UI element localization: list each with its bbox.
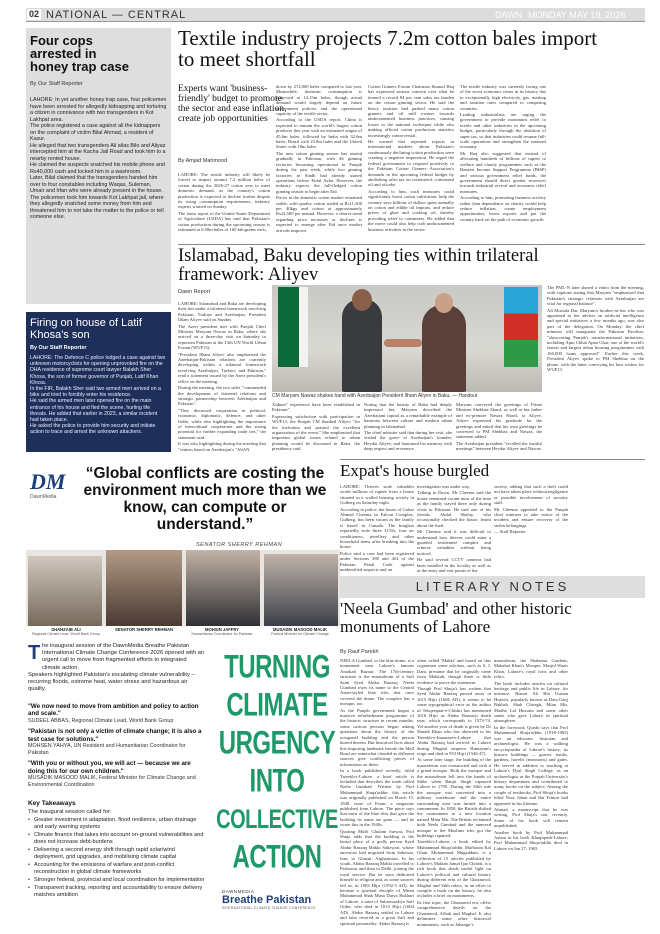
paragraph: The police registered a case against all the kidnappers on the complaint of victim Bilal Ahmad, a resident of Kasur. [30,123,161,142]
masthead [26,8,645,22]
takeaway-text: Delivering a second energy shift through rapid solar/wind deployment, grid upgrades, and mobilising climate capital [34,847,177,860]
speaker-labels [26,627,340,639]
story-cops [26,28,171,304]
textile-body-col2 [276,84,362,236]
speaker-label [184,627,260,636]
paragraph: Quoting Mufti Ghulam Sarwar, Prof Shuja adds that the building is the burial place of a godly person Syed Abdur Razzaq Makki Sabzwari, whose ancestors had migrated from Sabzwar, Iran, to Ghazni, Afghanistan. In his youth, Abdur Razzaq Makki travelled to Peshawar and then to Delhi, joining the royal service. But he soon dedicated himself to religion and, as some sources tell us, in 1003 Hijri (1592-3 AD), he became a spiritual disciple of Miran Muhammad Shah Musa Darya Bukhari of Lahore, a saint of Suharwardiya Sufi Order, who died in 1013 Hijri (1604 AD). Abdur Razzaq settled in Lahore and later revered as a great Sufi and spiritual personality. Abdur Razzaq is [340,828,414,926]
dawnmedia-logo-mark: DM [30,469,66,494]
paragraph-continued: Noting that the beauty of Baku had deeply impressed her, Maryam described the Azerbaijani capital as a remarkable example of harmony between culture and modern urban planning in Islamabad. [364,402,452,429]
speaker-label [28,627,104,636]
ad-quotes [28,699,206,789]
paragraph-continued: Xidmet" experience have been established in Pakistan". [272,402,360,413]
ad-quote-item: "With you or without you, we will act — because we are doing this for our own children." [28,760,191,775]
paragraph: According to the USDA report, China is expected to remain the world's largest cotton producer this year with an estimated output of 45.6m bales, followed by India with 32.6m bales, Brazil with 23.8m bales and the United States with 18m bales. [276,117,362,150]
takeaway-text: Greater investment in adaptation, flood resilience, urban drainage and early warning systems [34,817,197,830]
story-baku [178,244,645,454]
baku-caption: CM Maryam Nawaz shakes hand with Azerbaijan President Ilham Aliyev in Baku. — Handout [272,393,478,399]
bullet-icon: • [28,817,30,823]
speaker-label [106,627,182,632]
textile-body-col4 [460,84,546,236]
baku-photo [272,285,542,392]
speaker-photo [28,556,102,626]
story-textile [178,28,645,238]
paragraph: Talking to Dawn, Mr Cheema said the house remained vacant most of the time as the family stayed there only during visits to Pakistan. He said one of his friends, Abdul Shafay, who occasionally checked the house, learnt about the theft. [417,490,491,528]
paragraph-continued: Cotton Ginners Forum Chairman Ihsanul Haq has expressed serious concern over what he termed a record 84 per cent sales tax burden on the cotton ginning sector. He said the heavy taxation had pushed many cotton ginners and oil mill owners towards undocumented business practices, causing losses to the national exchequer while also making official cotton production statistics increasingly controversial. [368,84,454,138]
paper-name: DAWN [495,10,523,20]
textile-deck: Experts want 'business-friendly' budget to promote the sector and ease inflation, create job opportunities [178,84,287,124]
cops-byline: By Our Staff Reporter [30,81,83,87]
speaker-role: Regional Climate Lead, World Bank Group [32,632,100,636]
takeaway-text: Transparent tracking, reporting and accountability to ensure delivery matches ambition [34,885,203,898]
speaker-photo [106,550,182,626]
paragraph: Ali Mustafa Dar, Maryam's brother-in-law who was appointed as her adviser on artificial intelligence and special initiatives a few months ago, was also part of the delegation. On Monday, the chief minister will inaugurate the Pakistan Pavilion, "showcasing Punjab's transformational initiatives, including Apni Chhat Apna Ghar, one of the world's fastest and largest urban housing programmes with 160,000 loans approved". Earlier this week, President Aliyev spoke to PM Shehbaz on the phone, with the latter conveying his best wishes for WUF13. [547,307,644,373]
ad-quote: “Global conflicts are costing the environment much more than we know, can compute or understand.” [83,465,327,533]
breathe-pakistan-logo [222,889,336,919]
literary-banner [340,576,645,598]
story-firing-box [26,312,171,452]
speaker-role: Humanitarian Coordinator for Pakistan [191,632,253,636]
paragraph: Mr Cheema said it was difficult to understand how thieves could enter a guarded residential complex and remove valuables without being noticed. [417,529,491,556]
takeaway-text: Climate finance that takes into account on-ground vulnerabilities and does not increase debt-burdens [34,832,204,845]
paragraph: LAHORE: Islamabad and Baku are developing their ties under a trilateral framework involving Pakistan, Turkiye and Azerbaijan, President Ilham Aliyev said on Sunday. [178,301,266,323]
paragraph: At some later stage, the building of the mausoleum was constructed and with it a grand mosque. Both the mosque and the mausoleum fell into the hands of Sikhs when Ranjit Singh captured Lahore in 1799. During the Sikh rule the mosque was converted into a military warehouse and the entire surrounding area was turned into a cantonment. In 1850, the British shifted the cantonment to a new location named Mian Mir. The British reclaimed both Neela Gumbad and the annexed mosque to the Muslims who got the buildings repaired. [417,757,491,838]
paragraph-continued: often called 'Makki' and based on this cognomen some scholars, such as S. I. Dani, presume that he originally came from Makkah, though there is little evidence to prove the statement. [417,658,491,685]
paragraph: He asked the police to provide him security and initiate action to trace and arrest the unknown attackers. [30,423,156,436]
literary-body-col1 [340,658,414,930]
takeaway-item [28,877,206,884]
bp-brand: Breathe Pakistan [222,894,312,906]
paragraph: NEELA Gumbad, or the blue dome, is a monument near Lahore's famous Anarkali Bazaar. The 17th-century structure is the mausoleum of a Sufi Saint Syed Abdur Razzaq. Neela Gumbad owes its name to the Central Asian-styled blue tiles that once covered the dome. The complex has a mosque, too. [340,658,414,707]
paragraph: Leading industrialists are urging the government to provide maximum relief to textile and other industries in the upcoming budget, particularly through the abolition of super tax, so that industries could resume full-scale operations and strengthen the national economy. [460,112,546,150]
speaker-name: MUSADIK MASOOD MALIK [273,627,327,632]
literary-body-col2 [417,658,491,930]
textile-byline: By Amjad Mahmood [178,158,228,164]
flag-right [504,287,538,367]
paragraph: During the meeting, the two sides "commended the development of fraternal relations and strategic partnership between Azerbaijan and Pakistan". [178,385,266,407]
bullet-icon: • [28,877,30,883]
paragraph: It was also highlighting during the meeting that "centres based on Azerbaijan's "ASAN [178,441,266,452]
ad-intro-dropcap: T [28,642,41,664]
ad-intro-2: Speakers highlighted Pakistan's escalating climate vulnerability – recurring floods, extreme heat, water stress and hazardous air quality. [28,672,195,693]
burgled-body-col3 [494,484,568,574]
slogan-line: URGENCY [218,725,336,762]
paragraph: LAHORE: The textile industry will likely be forced to import around 7.2 million bales of cotton during the 2026-27 cotton year to meet domestic demand, as the country's cotton production is expected to decline further despite its rising consumption requirements, industry experts warned on Sunday. [178,172,270,210]
paragraph: The chief minister said that during her visit, she visited the grave of Azerbaijan's founder, Heydar Aliyev, and honoured his memory with deep respect and reverence. [364,430,452,452]
paragraph: The policemen took him towards Kot Lakhpat jail, where they allegedly snatched some money from him and threatened him to not take the matter to the police or tell someone else. [30,194,164,220]
paragraph: Another book by Prof Muhammad Aslam in his book Khaqiqatsh-Lahore, Prof Muhammad Shuja'uddin died in Lahore on Jan 27, 1965. [494,829,568,851]
speaker-photo [186,550,260,626]
paragraph: Prices in the domestic cotton market remained stable, with quality cotton traded at Rs11,500 per 40kgs and cotton at approximately Rs22,500 per maund. However, a clearer trend regarding price increases or declines is expected to emerge after Eid once market arrivals improve. [276,195,362,233]
cops-body [30,97,167,297]
paragraph: Expressing satisfaction with participation in WUF13, the Punjab CM thanked Aliyev "for the invitation and praised the excellent organisation of the event." She emphasised that important global issues related to urban planning would be discussed in Baku, the presidency said. [272,413,360,452]
baku-byline: Dawn Report [178,289,211,295]
handshake [384,339,422,347]
paragraph: As the Punjab government began a massive refurbishment programme of the historic structure in recent months, some curious persons began asking questions about the history of the octagonal building and the person buried therein. But historical facts about this imposing landmark beside the Mall Road are somewhat clouded as different sources give conflicting pieces of information on them. [340,707,414,767]
literary-body-col3 [494,658,568,930]
baku-body-col1 [178,301,266,453]
ad-quote-speaker: SUDEEL ABBAS, Regional Climate Lead, World Bank Group [28,717,174,724]
baku-body-col4 [456,402,542,453]
ad-quote-speaker: MUSADIK MASOOD MALIK, Federal Minister for Climate Change and Environmental Coordination [28,775,196,788]
paragraph: Later, Bilal claimed that the transgenders handed him over to four constables including Waqas, Suleman, Umair and Irfan who were already present in the house. [30,175,163,194]
bullet-icon: • [28,832,30,838]
baku-body-col5 [547,285,644,453]
paragraph-continued: investigation was under way. [417,484,471,489]
speaker-photos [26,550,340,626]
takeaway-item [28,817,206,831]
literary-body-col4 [571,658,645,930]
speaker-name: SENATOR SHERRY REHMAN [114,627,173,632]
takeaway-text: Accounting for the emissions of warfare and post-conflict reconstruction in global climate frameworks [34,862,175,875]
section-title: NATIONAL — CENTRAL [46,9,187,21]
firing-body [30,355,167,443]
takeaways-subtitle: The inaugural session called for: [28,809,112,815]
paragraph: The book includes articles on cultural heritage and public life in Lahore, for instance, Hazrat Ali Bin Usman Hujwiri, popularly known as Data Ganj Bakhsh, Shah Chiragh, Mian Mir, Madho Lal Hussain and some other saints who gave Lahore its spiritual atmosphere. [494,680,568,724]
speaker-photo [264,554,338,626]
literary-headline: 'Neela Gumbad' and other historic monuments of Lahore [340,599,572,636]
ad-quote-speaker: MOHSEN YAHYA, UN Resident and Humanitarian Coordinator for Pakistan [28,743,186,756]
climate-ad [26,459,340,927]
textile-body-col5 [552,84,644,236]
bp-subtitle: INTERNATIONAL CLIMATE CHANGE CONFERENCE [222,906,316,910]
paragraph: LAHORE: The Defence C police lodged a case against two unknown motorcyclists for opening unprovoked fire on the DHA residence of supreme court lawyer Balakh Sher Khosa, the son of former governor of Punjab, Latif Khan Khosa. [30,355,166,386]
paragraph: He said the armed men later opened fire on the main entrance of his house and fled the scene, hurling life threats. He added that earlier in 2023, a similar incident had taken place. [30,398,158,424]
paragraph: He warned that repeated reports in international markets about Pakistan's continuously declining cotton production were creating a negative impression. He urged the federal government to respond positively to the Pakistan Cotton Ginners Association's demands in the upcoming federal budget by abolishing sales tax on cottonseed, cottonseed oil and oilcake. [368,139,454,188]
takeaway-item [28,832,206,846]
speaker-name: MOHSIN JAFFRY [204,627,240,632]
paragraph-continued: down by 272,000 bales compared to last year. Meanwhile, domestic consumption is projected at 14.15m bales, though actual demand would largely depend on future government policies and the operational capacity of the textile sector. [276,84,362,117]
speaker-label [262,627,338,636]
person-left-head [352,289,372,311]
takeaway-item [28,847,206,861]
person-left [342,299,382,392]
speaker-name: SHAHZAIB ALI [51,627,81,632]
bullet-icon: • [28,885,30,891]
burgled-body-col2 [417,484,491,574]
paragraph: He claimed the suspects snatched his mobile phone and Rs40,000 cash and locked him in a washroom. [30,162,165,175]
takeaways-list [28,817,206,927]
burgled-body-col1 [340,484,414,574]
paragraph: Its first topic, the Ghaznavid era, offers comprehensive details on the Ghaznavid, Afbak and Mughal. It also delineates some other historical monuments, such as Jahangir's [417,899,491,927]
speaker-role: Federal Minister for Climate Change [271,632,329,636]
paragraph: Police said a case had been registered under Sections 380 and 454 of the Pakistan Penal Code against unidentified suspects and an [340,550,414,573]
story-burgled [340,459,645,573]
paragraph: The Azeri president met with Punjab Chief Minister Maryam Nawaz in Baku, where she arrived on a three-day visit on Saturday to represent Pakistan at the 13th UN World Urban Forum (WUF13). [178,323,266,351]
textile-body-col3 [368,84,454,236]
literary-byline: By Rauf Parekh [340,649,379,655]
paragraph: The new cotton ginning season has started gradually in Pakistan, with 46 ginning factories becoming operational in Punjab during the past week, while two ginning factories in Sindh had already started operations before Eidul Azha. However, the industry expects the full-fledged cotton ginning season to begin after Eid. [276,150,362,194]
story-literary [340,600,645,930]
literary-banner-title: LITERARY NOTES [415,579,570,594]
bullet-icon: • [28,862,30,868]
paragraph: "President Ilham Aliyev also emphasised the Azerbaijan-Pakistan relations are currently developing within a trilateral framework involving Azerbaijan, Türkiye, and Pakistan," read a statement issued by the Azeri president's office on the meeting. [178,351,266,384]
paragraph: He said several CCTV cameras had been installed in the locality as well as at the entry and exit points of the [417,557,491,574]
slogan-line: TURNING [224,649,330,686]
paragraph: In a book published recently, titled Tareekh-i-Lahore, a brief article is included that describes the tomb called Neela Gumbad. Written by Prof Muhammad Shuja'uddin, this article was originally published on March 15, 1948, issue of Faran, a magazine published from Lahore. The piece says that most of the blue tiles that gave the building its name are gone — and he wrote this in the 1940s. [340,768,414,828]
paragraph-continued: mausoleum, the Shalamar Gardens, Mahabat Khan's Mosque, Masjid Wazir Khan, Lahore's royal forts and other relics. [494,658,568,680]
paragraph: — Staff Reporter [494,529,526,535]
takeaways-title: Key Takeaways [28,800,76,807]
slogan-line: ACTION [232,839,322,876]
textile-headline: Textile industry projects 7.2m cotton bales import to meet shortfall [178,26,598,71]
slogan-line: COLLECTIVE [216,805,338,835]
paragraph-continued: Maryam conveyed the greetings of Prime Minister Shehbaz Sharif, as well as her father and ex-premier Nawaz Sharif, to Aliyev. Aliyev expressed his gratitude for the greetings and asked that his own greetings be conveyed to PM Shehbaz and Nawaz, the statement added. [456,402,542,440]
paragraph: According to police, the house of Gohar Ahmad Cheema in Falcon Complex, Gulberg, has been vacant as the family is based in Canada. The burglars reportedly stole three LCDs, four air conditioners, jewellery and other household items after breaking into the house. [340,506,414,550]
bp-brand-small: DAWNMEDIA [222,889,255,894]
paragraph: The Azerbaijan president "recalled the fruitful meetings" between Heydar Aliyev and Nawaz. [456,440,542,452]
slogan [216,649,338,877]
ad-quote-attribution: SENATOR SHERRY REHMAN [196,542,283,548]
paragraph: Mr Cheema appealed to the Punjab chief minister to take notice of the incident and ensure recovery of the stolen belongings. [494,506,568,528]
takeaway-text: Stronger federal, provincial and local coordination for implementation [34,877,205,883]
person-right [422,305,466,392]
ad-quote-item: "We now need to move from ambition and policy to action and scale." [28,703,199,718]
paragraph: In the FIR, Balakh Sher said two armed men arrived on a bike and tried to forcibly enter his residence. [30,386,161,399]
takeaway-item [28,862,206,876]
baku-body-col2 [272,402,360,453]
paragraph-continued: society, adding that such a theft could not have taken place without negligence or possible involvement of security staff. [494,484,568,506]
paragraph: LAHORE: Thieves stole valuables worth millions of rupees from a house situated in a walled housing society in Gulberg on Saturday night. [340,484,414,506]
issue-date: MONDAY MAY 18, 2026 [528,10,626,20]
burgled-body-col4 [571,484,645,574]
takeaway-item [28,885,206,899]
paragraph: "They discussed cooperation in political, economic, diplomatic, defence, and other fields, while also highlighting the importance of intercultural cooperation and the strong potential for further expanding trade ties," the statement said. [178,407,266,440]
paragraph: According to him, such measures could significantly boost cotton cultivation, help the country save billions of dollars spent annually on cotton and edible oil imports, and reduce prices of ghee and cooking oil, thereby providing relief to consumers. He added that the move could also help curb undocumented business activities in the sector. [368,188,454,232]
baku-body-col3 [364,402,452,453]
ad-intro: he inaugural session of the DawnMedia Breathe Pakistan International Climate Change Conference 2026 opened with an urgent call to move from fragmented efforts to integrated climate action. [42,643,205,671]
baku-headline: Islamabad, Baku developing ties within trilateral framework: Aliyev [178,246,539,285]
paragraph-continued: The PML-N later shared a video from the meeting, with captions stating that Maryam "emphasised that Pakistan's strategic relations with Azerbaijan are vital for regional balance". [547,285,644,307]
paragraph: Though Prof Shuja's has written that Syed Abdur Razzaq passed away in 1015 Hijri (1606 AD), it seems to be some typographical error as the author of Tehqeeqaat-e-Chishti has mentioned 1016 Hijri as Abdur Razzaq's death year, which corresponds to 1573-74. Yet another year of death is given by Dr Shuaib Khan who has observed in his Tareekh-e-Imaaraat-e-Lahore that Abdur Razzaq had arrived in Lahore during Mughal emperor Humayun's reign and died in 953 Hijri (1546-47). [417,686,491,756]
ad-quote-item: "Pakistan is not only a victim of climate change; it is also a test case for solutions." [28,728,202,743]
paragraph: Ahmad, a manuscript that he was writing, Prof Shuja's son, recently, Some of his book will remain unpublished. [494,806,568,829]
paragraph: LAHORE: In yet another honey trap case, four policemen have been arrested for allegedly kidnapping and torturing a citizen in connivance with two transgenders in Kot Lakhpat area. [30,97,167,123]
paragraph: The latest report of the United States Department of Agriculture (USDA) has said that Pakistan's cotton production during the upcoming season is estimated at 6.58m bales of 160 kilograms each, [178,210,270,233]
cops-headline: Four cops arrested in honey trap case [30,33,129,74]
paragraph-continued: The textile industry was currently facing one of the worst economic crises in its history due to exceptionally high electricity, gas, markup and taxation rates compared to competing countries. [460,84,546,111]
firing-byline: By Our Staff Reporter [30,345,87,351]
paragraph: In the foreword, Qurshi says that Prof Muhammad Shuja'uddin (1918-1965) was an educator, historian and archaeologist. He was a walking encyclopaedia of Lahore's history, its historic buildings — graves, tombs, gardens, havelis (mansions) and gates. He served in addition to teaching at Lahore's Dyal Singh College, as an archaeologist at the Punjab University's history department and contributed to many books on the subject. Among the couple of textbooks, Prof Shuja's books titled Noor Jahan and Ibn Teimur had appeared in his lifetime. [494,724,568,806]
firing-headline: Firing on house of Latif Khosa's son [30,317,142,341]
paragraph: According to him, promoting business activity rather than dependence on charity would help reduce inflation, create employment opportunities, boost exports and put the country back on the path of economic growth. [460,195,546,222]
paragraph: Tareekh-i-Lahore, a book edited by Muhammad Shuja'uddin, Marhoom Kal Ghuir Muhammad Mugaddam, is a collection of 15 articles published by Lahore's Maktab Jamal Ijaz Chishti, is a rich book that sheds useful light on Lahore's political and cultural history during different eras of the Ghaznavid, Mughal and Sikh rulers, in an effort to compile a book on the history, he also includes a brief on monuments. [417,839,491,899]
bullet-icon: • [28,847,30,853]
dawnmedia-logo [30,471,70,499]
flag-left [278,287,308,367]
dawnmedia-logo-text: DawnMedia [30,494,57,500]
paragraph: He alleged that two transgenders Ali alias Bilo and Aliyaz intercepted him at the Kacha Jail Road and took him to a nearby rented house. [30,142,166,162]
slogan-line: INTO [249,763,305,800]
paragraph: Mr Haq also suggested that instead of allocating hundreds of billions of rupees to welfare and charity programmes such as the Benazir Income Support Programme (BISP) and various government relief funds, the government should direct greater resources towards industrial revival and economic relief measures. [460,150,546,194]
slogan-line: CLIMATE [226,687,328,724]
person-right-head [435,293,453,313]
page-number: 02 [29,9,40,19]
textile-body-col1 [178,172,270,236]
burgled-headline: Expat's house burgled [340,461,490,480]
